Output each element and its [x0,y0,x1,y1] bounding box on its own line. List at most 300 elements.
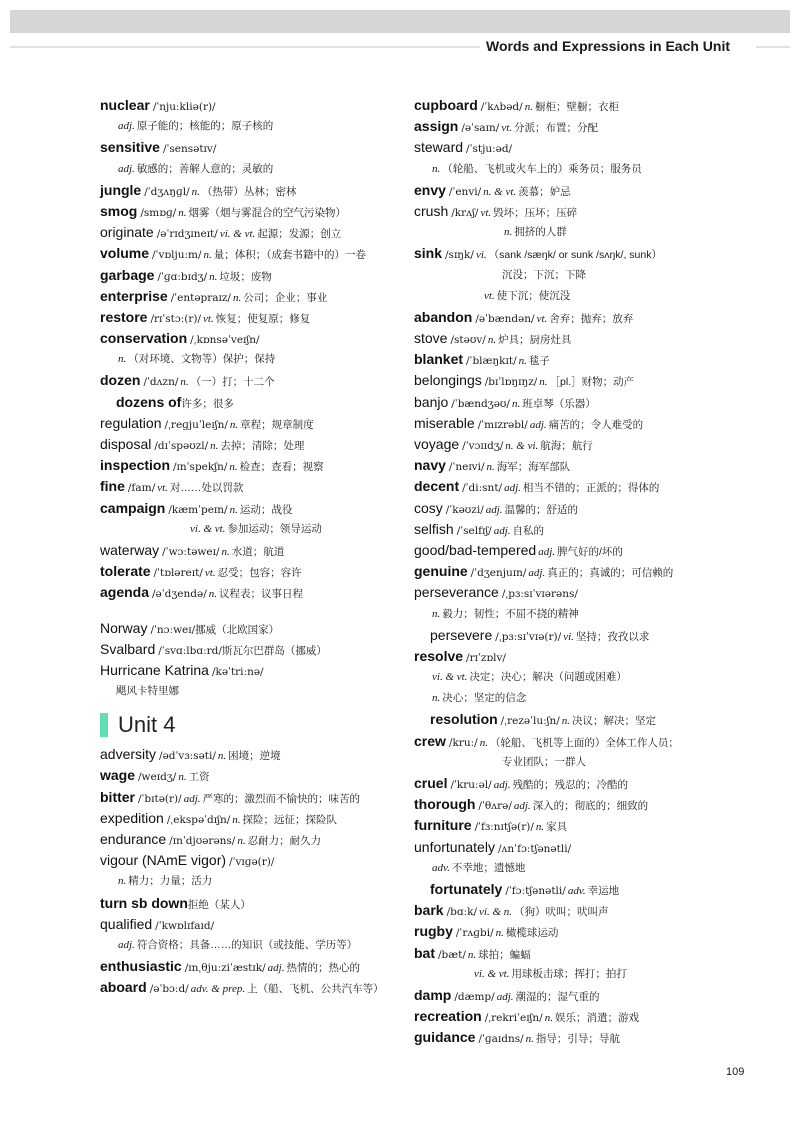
entry-line [414,137,714,158]
headword: abandon [414,308,473,325]
entry-line [414,476,714,497]
definition: 使下沉；使沉没 [496,289,571,302]
pronunciation: /ˌpɜːsɪˈvɪə(r)/ [495,630,562,643]
definition: 橄榄球运动 [505,927,559,940]
part-of-speech: n. [467,948,477,961]
part-of-speech: adv. [432,861,450,874]
entry-line [414,307,714,328]
pronunciation: /ˌrekriˈeɪʃn/ [484,1012,543,1025]
headword: nuclear [100,97,150,113]
part-of-speech: adj. [529,418,547,431]
headword: inspection [100,457,171,474]
definition: 航海；航行 [540,440,593,452]
entry-line [100,787,400,808]
page-number: 109 [726,1066,745,1078]
entry-line [414,95,714,116]
pronunciation: /bɑːk/ [446,906,477,919]
entry-line [100,159,400,180]
part-of-speech: n. [539,376,548,389]
headword: voyage [414,436,460,452]
definition: 用球板击球；挥打；拍打 [511,967,627,980]
headword: garbage [100,266,155,283]
definition: （一）打；十二个 [190,376,275,389]
entry-line [414,222,714,243]
headword: smog [100,202,138,219]
pronunciation: /ˈbɪtə(r)/ [138,792,182,805]
entry-line [100,116,400,137]
definition: 分派；布置；分配 [514,122,599,135]
part-of-speech: n. [561,715,571,728]
definition: 脾气好的/坏的 [557,545,623,558]
pronunciation: /dɪˈspəʊzl/ [154,440,209,452]
pronunciation: /əˈbændən/ [475,312,535,325]
pronunciation: /kəˈtriːnə/ [211,665,264,678]
entry-line [414,879,714,900]
pronunciation: /ˈdʒenjuɪn/ [470,567,527,580]
pronunciation: /ˈdiːsnt/ [462,482,503,495]
pronunciation: /əˈdʒendə/ [152,588,207,601]
pronunciation: /ˈstjuːəd/ [466,143,513,156]
part-of-speech: n. [118,353,127,366]
headword: persevere [430,626,493,643]
part-of-speech: adv. & prep. [190,983,246,996]
entry-line [414,455,714,476]
headword: vigour (NAmE vigor) [100,852,227,869]
pronunciation: /ˈdʌzn/ [143,376,179,389]
entry-line [100,914,400,935]
header-rule-right [756,46,790,48]
headword: expedition [100,809,164,826]
headword: conservation [100,330,188,347]
headword: turn sb down [100,894,188,911]
headword: envy [414,181,446,198]
headword: cruel [414,775,448,791]
right-column [414,95,714,1048]
definition: 工资 [188,771,210,784]
pronunciation: /ˈkəʊzi/ [445,503,484,516]
headword: jungle [100,181,142,198]
part-of-speech: vi. & n. [479,906,512,919]
headword: perseverance [414,584,499,601]
definition: 公司；企业；事业 [243,291,328,304]
part-of-speech: adj. [493,779,511,791]
part-of-speech: n. [232,813,241,826]
part-of-speech: adj. [118,938,135,951]
part-of-speech: n. [479,736,488,749]
running-header: Words and Expressions in Each Unit [486,38,731,54]
pronunciation: /ˌekspəˈdɪʃn/ [166,813,231,826]
entry-line [414,625,714,646]
pronunciation: /ˈθʌrə/ [478,800,512,813]
headword: decent [414,478,460,495]
definition: 烟雾（烟与雾混合的空气污染物） [188,206,346,219]
definition: 深入的；彻底的；细致的 [532,800,649,813]
definition: 毯子 [528,355,550,368]
definition: 真正的；真诚的；可信赖的 [547,567,674,580]
part-of-speech: adj. [183,792,201,805]
entry-line [100,744,400,765]
definition: 炉具；厨房灶具 [498,334,572,347]
part-of-speech: n. [544,1012,553,1025]
definition: 原子能的；核能的；原子核的 [136,120,274,133]
part-of-speech: adj. [485,503,503,516]
part-of-speech: n. & vi. [505,440,539,452]
pronunciation: /ˈnɔːweɪ/ [150,623,196,636]
headword: thorough [414,796,476,813]
entry-line [414,773,714,794]
definition: 海军；海军部队 [496,461,571,474]
pronunciation: /bɪˈlɒŋɪŋz/ [484,376,538,389]
entry-line [414,582,714,603]
definition: 自私的 [512,524,545,537]
headword: Hurricane Katrina [100,661,209,678]
part-of-speech: adv. [567,884,586,897]
definition: 飓风卡特里娜 [116,685,179,698]
header-rule-left [10,46,480,48]
part-of-speech: vt. [203,312,214,325]
entry-line [100,681,400,702]
unit-heading [100,706,400,744]
entry-line [414,731,714,752]
pronunciation: /ˈfɜːnɪtʃə(r)/ [474,821,534,834]
entry-line [100,829,400,850]
headword: regulation [100,414,162,431]
definition: 温馨的；舒适的 [504,503,579,516]
definition: 挪威（北欧国家） [195,623,280,636]
part-of-speech: n. [209,270,218,283]
pronunciation: /ˈrʌɡbi/ [455,927,494,940]
pronunciation: /ˈɡaɪdns/ [478,1033,524,1046]
definition: ［pl.］财物；动产 [549,376,635,389]
headword: stove [414,330,448,347]
headword: dozen [100,372,141,389]
headword: genuine [414,563,468,580]
entry-line [414,328,714,349]
headword: resolve [414,647,464,664]
entry-line [414,943,714,964]
headword: Norway [100,619,148,636]
definition: 热情的；热心的 [286,962,360,975]
definition: 去掉；清除；处理 [220,440,305,452]
headword: fortunately [430,880,503,897]
entry-line [100,243,400,264]
entry-line [414,159,714,180]
pronunciation: /ˈselfɪʃ/ [456,524,492,537]
entry-line [100,850,400,871]
part-of-speech: n. & vt. [483,185,517,198]
entry-line [100,349,400,370]
part-of-speech: vi. & vt. [219,228,256,241]
part-of-speech: n. [504,226,513,239]
entry-line [100,808,400,829]
definition: 精力；力量；活力 [128,875,213,888]
entry-line [414,858,714,879]
pronunciation: /ˌkɒnsəˈveɪʃn/ [190,334,260,347]
part-of-speech: n. [178,771,187,784]
entry-line [414,900,714,921]
headword: unfortunately [414,838,495,855]
entry-line [414,370,714,391]
pronunciation: /ˈfɔːtʃənətli/ [505,884,566,897]
pronunciation: /ˈvɒljuːm/ [152,249,202,262]
part-of-speech: vt. [480,206,492,219]
entry-line [414,646,714,667]
part-of-speech: vt. [157,482,168,495]
pronunciation: /ˈdʒʌŋɡl/ [144,185,190,198]
entry-line [100,935,400,956]
part-of-speech: vt. [484,289,495,302]
definition: （热带）丛林；密林 [201,185,297,198]
definition: 恢复；使复原；修复 [215,312,311,325]
entry-line [414,243,714,264]
headword: Svalbard [100,640,156,657]
headword: blanket [414,351,464,368]
part-of-speech: adj. [538,545,556,558]
pronunciation: /ˈentəpraɪz/ [170,291,231,304]
headword: wage [100,767,136,784]
definition: 残酷的；残忍的；冷酷的 [512,779,628,791]
headword: furniture [414,817,472,834]
part-of-speech: n. [178,206,187,219]
definition: 垃圾；废物 [219,270,272,283]
entry-line [100,137,400,158]
part-of-speech: n. [511,397,521,410]
pronunciation: /ˈɡɑːbɪdʒ/ [157,270,208,283]
definition: 量；体积；（成套书籍中的）一卷 [213,249,367,262]
pronunciation: /ˈtɒləreɪt/ [153,567,203,580]
pronunciation: /ˈneɪvi/ [448,461,485,474]
entry-line [100,765,400,786]
definition: 水道；航道 [231,545,285,558]
headword: crew [414,732,446,749]
headword: bitter [100,788,135,805]
part-of-speech: adj. [493,524,511,537]
definition: 沉没；下沉；下降 [502,268,586,281]
headword: originate [100,224,154,241]
entry-line [100,476,400,497]
part-of-speech: adj. [496,990,514,1003]
entry-line [100,893,400,914]
entry-line [100,413,400,434]
part-of-speech: vt. [204,567,216,580]
part-of-speech: n. [487,334,497,347]
top-bar [10,10,790,33]
pronunciation: /ˈvɔɪɪdʒ/ [462,440,504,452]
part-of-speech: vt. [536,312,548,325]
definition: 忍受；包容；容许 [217,567,302,580]
definition: 检查；查看；视察 [239,461,324,474]
definition: 幸运地 [587,884,620,897]
headword: aboard [100,979,147,996]
entry-line [414,519,714,540]
pronunciation: /ʌnˈfɔːtʃənətli/ [497,842,572,855]
entry-line [414,1027,714,1048]
entry-line [100,519,400,540]
headword: banjo [414,393,449,410]
part-of-speech: adj. [528,567,546,580]
definition: 决心；坚定的信念 [442,692,527,705]
definition: 不幸地；遗憾地 [451,861,526,874]
definition: 议程表；议事日程 [219,588,304,601]
entry-line [100,561,400,582]
entry-line [414,180,714,201]
definition: 上（船、飞机、公共汽车等） [247,983,384,996]
part-of-speech: adj. [504,482,521,495]
pronunciation: /ˈmɪzrəbl/ [477,418,528,431]
definition: 严寒的；激烈而不愉快的；味苦的 [202,792,360,805]
pronunciation: /weɪdʒ/ [138,771,177,784]
definition: 羡慕；妒忌 [518,185,571,198]
entry-line [414,265,714,286]
entry-line [100,307,400,328]
definition: （狗）吠叫；吠叫声 [514,906,609,919]
part-of-speech: n. [191,185,200,198]
headword: enterprise [100,287,168,304]
entry-line [414,392,714,413]
pronunciation: /ɪnˌθjuːziˈæstɪk/ [184,962,266,975]
headword: bark [414,902,444,919]
pronunciation: /kruː/ [448,736,478,749]
definition: 橱柜；壁橱；衣柜 [534,101,619,113]
part-of-speech: n. [210,440,219,452]
headword: endurance [100,831,167,847]
pronunciation: /ˈenvi/ [448,185,482,198]
definition: 潮湿的；湿气重的 [515,990,600,1003]
pronunciation: /ˈkʌbəd/ [480,101,523,113]
headword: belongings [414,372,482,389]
pronunciation: /ˌrezəˈluːʃn/ [500,715,560,728]
entry-line [414,349,714,370]
pronunciation: /rɪˈzɒlv/ [466,651,506,664]
entry-line [100,180,400,201]
definition: 起源；发源；创立 [257,228,342,241]
headword: good/bad-tempered [414,541,537,558]
definition: （轮船、飞机等上面的）全体工作人员； [489,736,679,749]
headword: miserable [414,414,475,431]
headword: resolution [430,711,498,728]
entry-line [414,434,714,455]
headword: volume [100,245,150,262]
headword: campaign [100,499,166,516]
entry-line [100,639,400,660]
pronunciation: /ɪnˈspekʃn/ [173,461,228,474]
entry-line [100,434,400,455]
pronunciation: /ˈsensətɪv/ [162,143,217,156]
definition: 拥挤的人群 [514,226,567,239]
part-of-speech: vi. & vt. [474,967,510,980]
entry-line [100,370,400,391]
definition: 运动；战役 [239,503,293,516]
pronunciation: /bæt/ [438,948,466,961]
entry-line [100,286,400,307]
definition: （对环境、文物等）保护；保持 [128,353,276,366]
part-of-speech: n. [535,821,545,834]
entry-line [414,116,714,137]
left-column [100,95,400,999]
entry-line [100,871,400,892]
part-of-speech: adj. [267,962,285,975]
definition: 相当不错的；正派的；得体的 [522,482,660,495]
entry-line [100,328,400,349]
headword: restore [100,308,148,325]
entry-line [414,815,714,836]
definition: 舍弃；抛弃；放弃 [549,312,634,325]
headword: fine [100,478,125,495]
headword: assign [414,118,459,135]
pronunciation: /rɪˈstɔː(r)/ [150,312,202,325]
pronunciation: /dæmp/ [454,990,495,1003]
part-of-speech: vi. & vt. [190,522,226,535]
definition: 拒绝（某人） [187,898,251,911]
definition: 敏感的；善解人意的；灵敏的 [136,162,274,175]
part-of-speech: n. [180,376,189,389]
part-of-speech: n. [229,503,238,516]
headword: disposal [100,436,152,452]
pronunciation: /ˈblæŋkɪt/ [466,355,517,368]
headword: selfish [414,520,454,537]
headword: guidance [414,1029,476,1046]
entry-line [414,540,714,561]
part-of-speech: n. [229,461,238,474]
pronunciation: /ədˈvɜːsəti/ [159,750,216,763]
entry-line [414,498,714,519]
headword: adversity [100,746,157,763]
headword: qualified [100,915,153,932]
headword: sensitive [100,139,160,156]
entry-line [100,582,400,603]
pronunciation: /stəʊv/ [450,334,486,347]
headword: cosy [414,499,443,516]
entry-line [100,540,400,561]
pronunciation: /ˌreɡjuˈleɪʃn/ [164,418,228,431]
part-of-speech: n. [237,835,246,847]
pronunciation: /ˈwɔːtəweɪ/ [162,545,220,558]
part-of-speech: n. [118,875,127,888]
entry-line [414,985,714,1006]
part-of-speech: n. [203,249,212,262]
entry-line [414,667,714,688]
entry-line [100,201,400,222]
pronunciation: /əˈsaɪn/ [461,122,500,135]
pronunciation: /ˌpɜːsɪˈvɪərəns/ [501,588,578,601]
pronunciation: /ˈkwɒlɪfaɪd/ [155,919,215,932]
pronunciation: /əˈrɪdʒɪneɪt/ [156,228,218,241]
section-gap [100,604,400,618]
part-of-speech: n. [432,607,441,620]
entry-line [414,1006,714,1027]
pronunciation: /krʌʃ/ [451,206,479,219]
entry-line [414,752,714,773]
definition: 参加运动；领导运动 [227,522,322,535]
part-of-speech: adj. [118,120,135,133]
pronunciation: /sɪŋk/ [445,249,474,262]
headword: crush [414,202,449,219]
part-of-speech: vt. [501,122,513,135]
definition: 符合资格；具备……的知识（或技能、学历等） [136,938,358,951]
headword: enthusiastic [100,958,182,975]
definition: 探险；远征；探险队 [242,813,338,826]
part-of-speech: n. [524,101,533,113]
definition: 指导；引导；导航 [535,1033,620,1046]
pronunciation: /ˈkruːəl/ [450,779,492,791]
entry-line [414,561,714,582]
part-of-speech: n. [486,461,495,474]
entry-line [100,956,400,977]
entry-line [414,286,714,307]
definition: 家具 [546,821,568,834]
pronunciation: /faɪn/ [127,482,156,495]
part-of-speech: vi. [475,249,487,262]
